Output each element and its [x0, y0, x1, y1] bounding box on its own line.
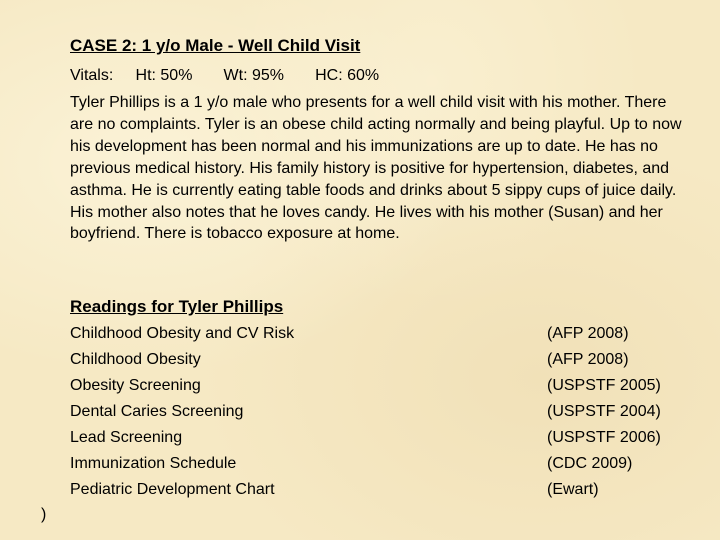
reading-source: (USPSTF 2004) — [547, 403, 661, 420]
reading-source: (USPSTF 2005) — [547, 377, 661, 394]
reading-source: (Ewart) — [547, 481, 599, 498]
reading-source: (AFP 2008) — [547, 351, 629, 368]
reading-source: (AFP 2008) — [547, 325, 629, 342]
reading-title: Lead Screening — [70, 429, 183, 446]
case-narrative: Tyler Phillips is a 1 y/o male who presents for a well child visit with his mother. There are no complaints. Tyler is an obese child acting normally and being playful. Up to now his development has been normal and his immunizations are up to date. He has no previous medical history. His family history is positive for hypertension, diabetes, and asthma. He is currently eating table foods and drinks about 5 sippy cups of juice daily. His mother also notes that he loves candy. He lives with his mother (Susan) and her boyfriend. There is tobacco exposure at home. — [70, 94, 682, 243]
reading-source: (CDC 2009) — [547, 455, 633, 472]
reading-title: Childhood Obesity — [70, 351, 201, 368]
reading-title: Childhood Obesity and CV Risk — [70, 325, 295, 342]
vitals-line: Vitals: Ht: 50% Wt: 95% HC: 60% — [70, 67, 380, 84]
reading-item — [70, 321, 690, 347]
reading-item — [70, 399, 690, 425]
readings-list — [70, 321, 690, 503]
readings-heading: Readings for Tyler Phillips — [70, 297, 284, 316]
reading-title: Pediatric Development Chart — [70, 481, 275, 498]
reading-item — [70, 373, 690, 399]
reading-title: Dental Caries Screening — [70, 403, 244, 420]
reading-item — [70, 347, 690, 373]
reading-item — [70, 477, 690, 503]
reading-item — [70, 425, 690, 451]
case-title: CASE 2: 1 y/o Male - Well Child Visit — [70, 36, 361, 55]
reading-title: Obesity Screening — [70, 377, 201, 394]
reading-source: (USPSTF 2006) — [547, 429, 661, 446]
reading-title: Immunization Schedule — [70, 455, 237, 472]
reading-item — [70, 451, 690, 477]
stray-parenthesis: ) — [41, 506, 47, 523]
